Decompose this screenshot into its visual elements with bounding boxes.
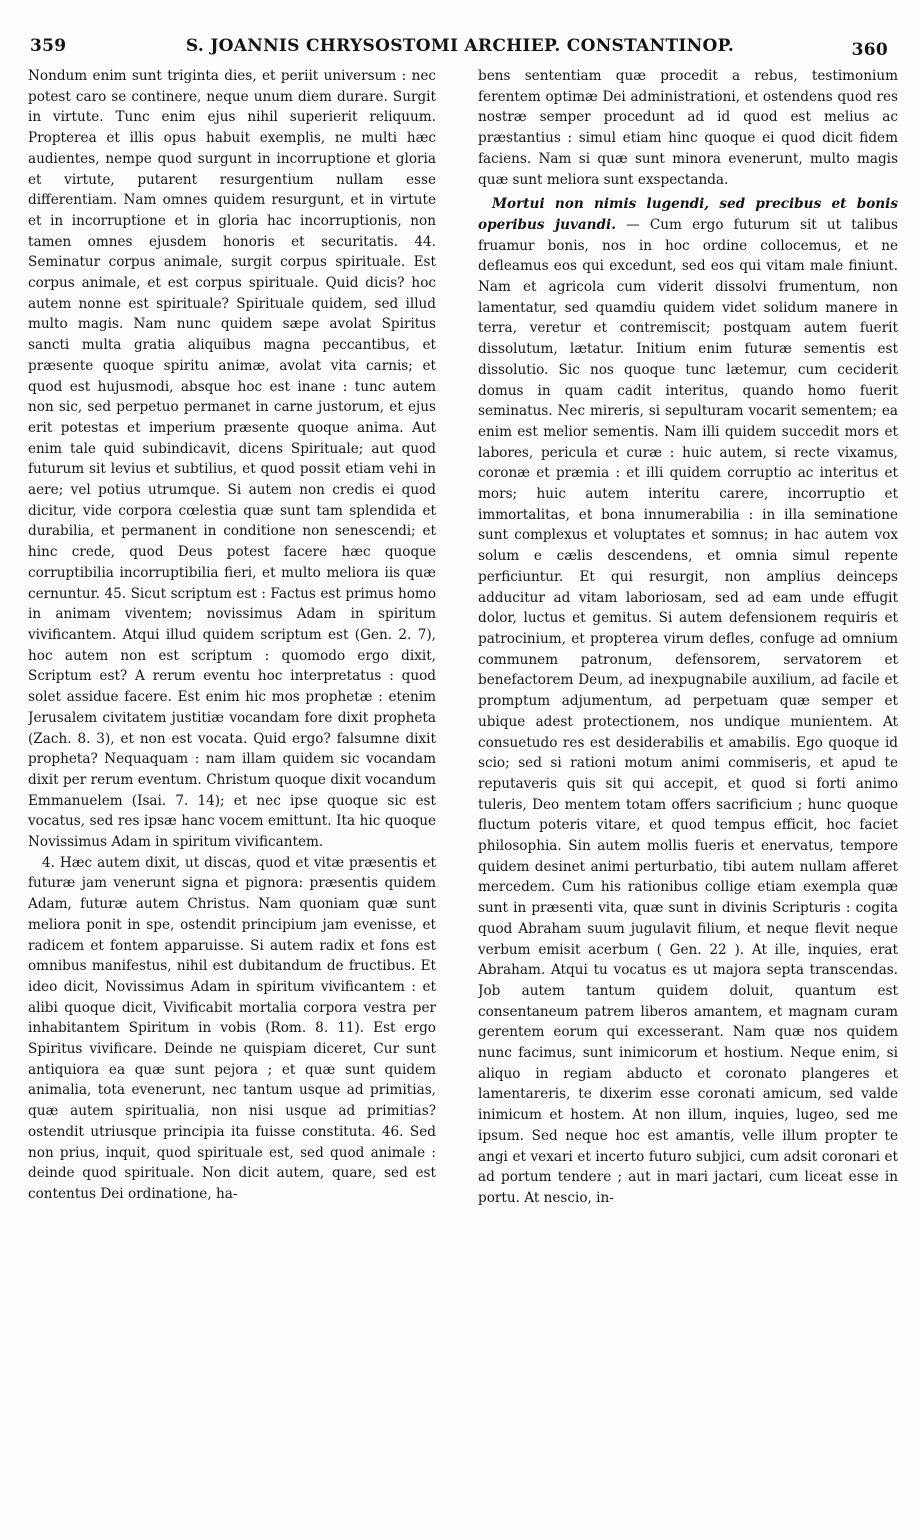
section-heading: Mortui non nimis lugendi, sed precibus et bonis operibus juvandi. [478,196,898,233]
left-paragraph-2: 4. Hæc autem dixit, ut discas, quod et vitæ præsentis et futuræ jam venerunt signa et pignora: præsentis quidem Adam, futuræ autem Christus. Nam quoniam quæ sunt meliora ponit in spe, ostendit principium jam evenisse, et radicem et fontem apparuisse. Si autem radix et fons est omnibus manifestus, nihil est dubitandum de fructibus. Et ideo dicit, Novissimus Adam in spiritum vivificantem : et alibi quoque dicit, Vivificabit mortalia corpora vestra per inhabitantem Spiritum in vobis (Rom. 8. 11). Est ergo Spiritus vivificare. Deinde ne quispiam diceret, Cur sunt antiquiora ea quæ sunt pejora ; et quæ sunt quidem animalia, tota evenerunt, nec tantum usque ad primitias, quæ autem spiritualia, non nisi usque ad primitias? ostendit utriusque principia ita fuisse constituta. 46. Sed non prius, inquit, quod spirituale est, sed quod animale : deinde quod spirituale. Non dicit autem, quare, sed est contentus Dei ordinatione, ha- [28,854,436,1202]
page-number-right: 360 [851,40,888,60]
page-header [28,12,892,60]
right-column [478,66,898,1536]
page-number-left: 359 [30,36,67,56]
right-paragraph-intro: bens sententiam quæ procedit a rebus, testimonium ferentem optimæ Dei administrationi, et ostendens quod res nostræ semper procedunt ad id quod est melius ac præstantius : simul etiam hinc quoque ei quod dicit fidem faciens. Nam si quæ sunt minora evenerunt, multo magis quæ sunt meliora sunt exspectanda. [478,68,898,188]
right-paragraph-main [478,194,898,1208]
right-body-text: — Cum ergo futurum sit ut talibus fruamur bonis, nos in hoc ordine collocemus, et ne defleamus eos qui excedunt, sed eos qui vitam male finiunt. Nam et agricola cum viderit dissolvi frumentum, non lamentatur, sed quamdiu quidem videt solidum manere in terra, veretur et contremiscit; postquam autem fuerit dissolutum, lætatur. Initium enim futuræ sementis est dissolutio. Sic nos quoque tunc lætemur, cum ceciderit domus in quam cadit interitus, quando homo fuerit seminatus. Nec mireris, si sepulturam vocarit sementem; ea enim est melior sementis. Nam illi quidem succedit mors et labores, pericula et curæ : huic autem, si recte vixamus, coronæ et præmia : et illi quidem corruptio ac interitus et mors; huic autem interitu carere, incorruptio et immortalitas, et bona innumerabilia : in illa seminatione sunt complexus et voluptates et somnus; in hac autem vox solum e cælis descendens, et omnia simul repente perficiuntur. Et qui resurgit, non amplius deinceps adducitur ad vitam laboriosam, sed ad eam unde effugit dolor, luctus et gemitus. Si autem defensionem requiris et patrocinium, et propterea virum defles, confuge ad omnium communem patronum, defensorem, servatorem et benefactorem Deum, ad inexpugnabile auxilium, ad facile et promptum adjumentum, ad perpetuam quæ semper et ubique adest protectionem, nos undique munientem. At consuetudo res est desiderabilis et amabilis. Ego quoque id scio; sed si rationi motum animi commiseris, et apud te reputaveris quis sit qui accepit, et quod si forti animo tuleris, Deo mentem totam offers sacrificium ; hunc quoque fluctum poteris vitare, et quod tempus efficit, hoc faciet philosophia. Sin autem mollis fueris et enervatus, tempore quidem desinet animi perturbatio, tibi autem nullam afferet mercedem. Cum his rationibus collige etiam exempla quæ sunt in præsenti vita, quæ sunt in divinis Scripturis : cogita quod Abraham suum jugulavit filium, et neque flevit neque verbum emisit acerbum ( Gen. 22 ). At ille, inquies, erat Abraham. Atqui tu vocatus es ut majora septa transcendas. Job autem tantum quidem doluit, quantum est consentaneum patrem liberos amantem, et magnam curam gerentem eorum qui excesserant. Nam quæ nos quidem nunc facimus, sunt inimicorum et hostium. Neque enim, si aliquo in regiam abducto et coronato plangeres et lamentareris, te dixerim esse coronati amicum, sed valde inimicum et hostem. At non illum, inquies, lugeo, sed me ipsum. Sed neque hoc est amantis, velle illum propter te angi et vexari et incerto futuro subjici, cum adsit coronari et ad portum tendere ; aut in mari jactari, cum liceat esse in portu. At nescio, in- [478,216,898,1206]
left-paragraph-1: Nondum enim sunt triginta dies, et periit universum : nec potest caro se continere, neque unum diem durare. Surgit in virtute. Tunc enim ejus nihil superierit reliquum. Propterea et illis opus habuit exemplis, ne multi hæc audientes, nempe quod surgunt in incorruptione et gloria et virtute, putarent resurgentium nullam esse differentiam. Nam omnes quidem resurgunt, et in virtute et in incorruptione et in gloria hac incorruptionis, non tamen omnes ejusdem honoris et securitatis. 44. Seminatur corpus animale, surgit corpus spirituale. Est corpus animale, et est corpus spirituale. Quid dicis? hoc autem nonne est spirituale? Spirituale quidem, sed illud multo magis. Nam nunc quidem sæpe avolat Spiritus sancti multa gratia aliquibus magna peccantibus, et præsente quoque spiritu animæ, avolat vita carnis; et quod est hujusmodi, absque hoc est inane : tunc autem non sic, sed perpetuo permanet in carne justorum, et ejus erit potestas et imperium præsente quoque anima. Aut enim tale quid subindicavit, dicens Spirituale; aut quod futurum sit levius et subtilius, et quod possit etiam vehi in aere; vel potius utrumque. Si autem non credis ei quod dicitur, vide corpora cœlestia quæ sunt tam splendida et durabilia, et permanent in conditione non senescendi; et hinc crede, quod Deus potest facere hæc quoque corruptibilia incorruptibilia fieri, et multo meliora iis quæ cernuntur. 45. Sicut scriptum est : Factus est primus homo in animam viventem; novissimus Adam in spiritum vivificantem. Atqui illud quidem scriptum est (Gen. 2. 7), hoc autem non est scriptum : quomodo ergo dixit, Scriptum est? A rerum eventu hoc interpretatus : quod solet assidue facere. Est enim hic mos prophetæ : etenim Jerusalem civitatem justitiæ vocandam fore dixit propheta (Zach. 8. 3), et non est vocata. Quid ergo? falsumne dixit propheta? Nequaquam : nam illam quidem sic vocandam dixit per rerum eventum. Christum quoque dixit vocandum Emmanuelem (Isai. 7. 14); et nec ipse quoque sic est vocatus, sed res ipsæ hanc vocem emittunt. Ita hic quoque Novissimus Adam in spiritum vivificantem. [28,68,436,851]
left-column [28,66,436,1536]
running-title: S. JOANNIS CHRYSOSTOMI ARCHIEP. CONSTANTINOP. [185,36,735,56]
